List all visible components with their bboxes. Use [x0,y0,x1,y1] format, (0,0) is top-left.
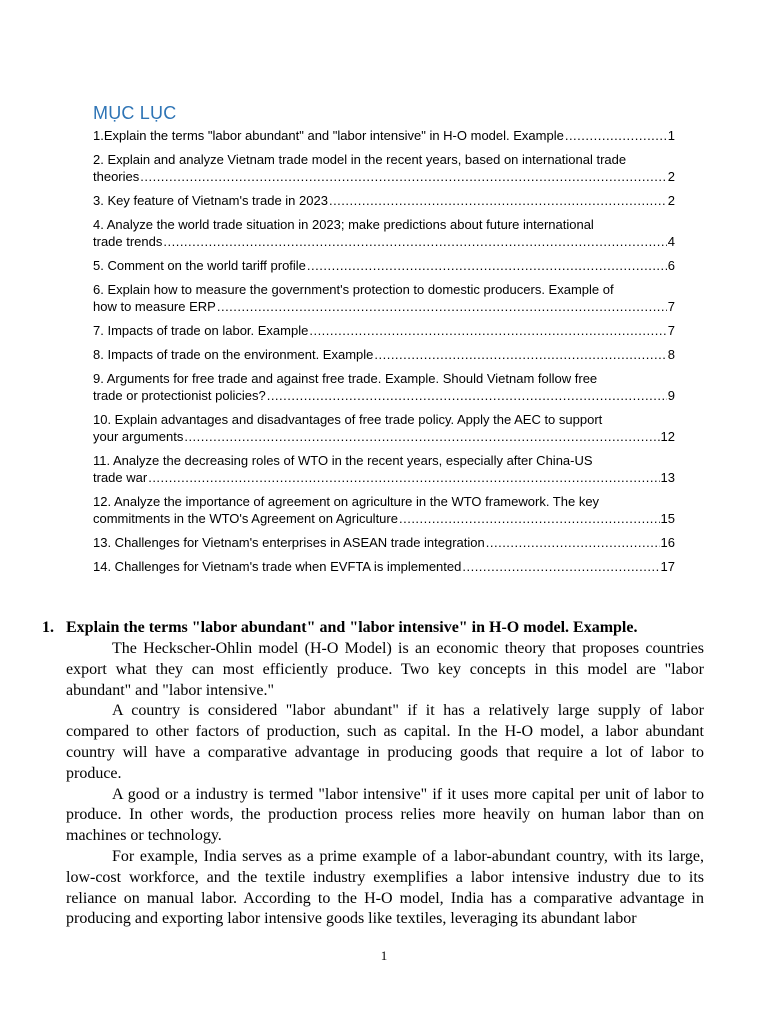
toc-entry-text: your arguments [93,429,184,444]
toc-leader-dots [374,346,666,363]
toc-entry-text: Explain the terms "labor abundant" and "labor intensive" in H-O model. Example [103,128,564,143]
toc-page-number: 4 [667,234,675,249]
toc-entry-11[interactable] [93,452,675,486]
toc-entry-5[interactable] [93,257,675,274]
toc-leader-dots [163,233,666,250]
paragraph: A country is considered "labor abundant" if it has a relatively large supply of labor compared to other factors of production, such as capital. In the H-O model, a labor abundant country will have a comparative advantage in producing goods that require a lot of labor to produce. [66,702,704,782]
toc-page-number: 2 [667,169,675,184]
toc-entry-text: 4. Analyze the world trade situation in 2023; make predictions about future international [93,217,594,232]
page-number: 1 [380,948,388,963]
toc-entry-text: 10. Explain advantages and disadvantages of free trade policy. Apply the AEC to support [93,412,603,427]
toc-leader-dots [309,322,666,339]
toc-page-number: 7 [667,323,675,338]
toc-leader-dots [399,510,660,527]
toc-leader-dots [267,387,667,404]
toc-entry-text: trade trends [93,234,163,249]
toc-leader-dots [148,469,659,486]
toc-entry-9[interactable] [93,370,675,404]
toc-leader-dots [184,428,659,445]
section-heading [42,617,704,638]
toc-entry-4[interactable] [93,216,675,250]
toc-leader-dots [307,257,667,274]
section-1 [42,617,704,930]
paragraph: For example, India serves as a prime example of a labor-abundant country, with its large, low-cost workforce, and the textile industry exemplifies a labor intensive industry due to its reliance on manual labor. According to the H-O model, India has a comparative advantage in producing and exporting labor intensive goods like textiles, leveraging its abundant labor [66,847,704,928]
section-number: 1. [42,619,54,636]
toc-entry-text: trade war [93,470,148,485]
toc-page-number: 9 [667,388,675,403]
toc-entry-text: 6. Explain how to measure the government's protection to domestic producers. Example of [93,282,614,297]
toc-page-number: 12 [660,429,675,444]
toc-entry-text: 2. Explain and analyze Vietnam trade model in the recent years, based on international trade [93,152,627,167]
toc-entry-text: 8. Impacts of trade on the environment. Example [93,347,374,362]
toc-leader-dots [565,127,667,144]
toc-leader-dots [462,558,659,575]
toc-leader-dots [329,192,667,209]
toc-page-number: 13 [660,470,675,485]
toc-page-number: 17 [660,559,675,574]
toc-entry-14[interactable] [93,558,675,575]
toc-entry-text: 12. Analyze the importance of agreement on agriculture in the WTO framework. The key [93,494,600,509]
toc-page-number: 15 [660,511,675,526]
toc-page-number: 1 [667,128,675,143]
toc-entry-text: 3. Key feature of Vietnam's trade in 2023 [93,193,328,208]
toc-entry-10[interactable] [93,411,675,445]
toc-entry-text: 11. Analyze the decreasing roles of WTO in the recent years, especially after China-US [93,453,593,468]
toc-entry-text: commitments in the WTO's Agreement on Agriculture [93,511,398,526]
toc-leader-dots [486,534,660,551]
toc-page-number: 8 [667,347,675,362]
toc-entry-text: 7. Impacts of trade on labor. Example [93,323,309,338]
toc-entry-text: how to measure ERP [93,299,216,314]
toc-entry-2[interactable] [93,151,675,185]
paragraph: The Heckscher-Ohlin model (H-O Model) is an economic theory that proposes countries export what they can most efficiently produce. Two key concepts in this model are "labor abundant" and "labor intensive." [66,640,704,699]
toc-entry-7[interactable] [93,322,675,339]
toc-entry-8[interactable] [93,346,675,363]
section-heading-text: Explain the terms "labor abundant" and "labor intensive" in H-O model. Example. [66,619,638,636]
toc-entry-number: 1. [93,128,104,143]
toc-entry-13[interactable] [93,534,675,551]
toc-page-number: 6 [667,258,675,273]
table-of-contents [93,127,675,582]
toc-entry-text: 5. Comment on the world tariff profile [93,258,306,273]
toc-entry-text: theories [93,169,140,184]
toc-leader-dots [217,298,667,315]
toc-page-number: 16 [660,535,675,550]
paragraph: A good or a industry is termed "labor intensive" if it uses more capital per unit of labor to produce. In other words, the production process relies more heavily on human labor than on machines or technology. [66,785,704,845]
toc-entry-6[interactable] [93,281,675,315]
toc-entry-3[interactable] [93,192,675,209]
toc-entry-text: 9. Arguments for free trade and against free trade. Example. Should Vietnam follow free [93,371,598,386]
toc-entry-text: 13. Challenges for Vietnam's enterprises in ASEAN trade integration [93,535,485,550]
toc-entry-1[interactable] [93,127,675,144]
toc-page-number: 2 [667,193,675,208]
toc-leader-dots [140,168,667,185]
toc-entry-text: trade or protectionist policies? [93,388,266,403]
toc-page-number: 7 [667,299,675,314]
toc-entry-text: 14. Challenges for Vietnam's trade when EVFTA is implemented [93,559,462,574]
toc-entry-12[interactable] [93,493,675,527]
toc-title: MỤC LỤC [93,103,177,123]
